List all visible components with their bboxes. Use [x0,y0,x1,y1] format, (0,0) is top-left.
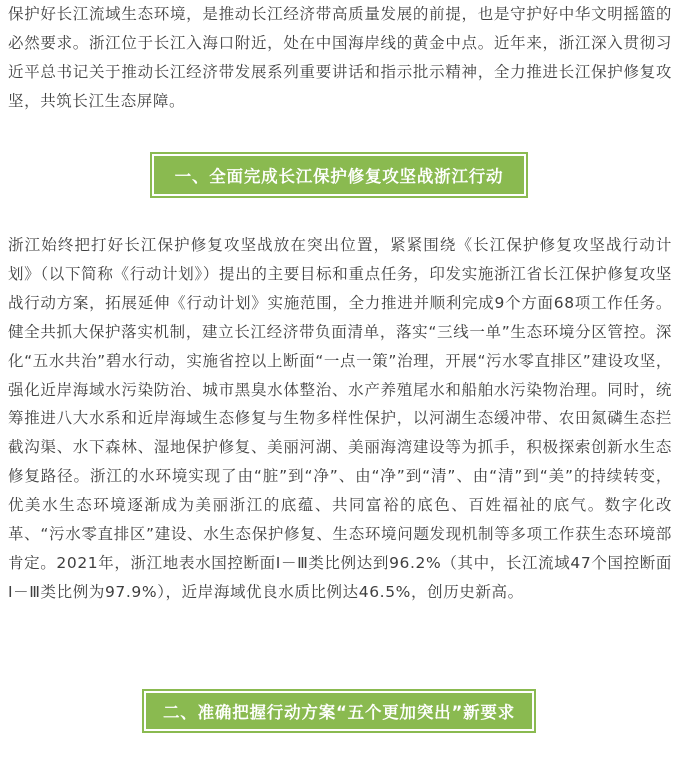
section-1-paragraph: 浙江始终把打好长江保护修复攻坚战放在突出位置，紧紧围绕《长江保护修复攻坚战行动计划》（以下简称《行动计划》）提出的主要目标和重点任务，印发实施浙江省长江保护修复攻坚战行动方案，拓展延伸《行动计划》实施范围，全力推进并顺利完成9个方面68项工作任务。健全共抓大保护落实机制，建立长江经济带负面清单，落实“三线一单”生态环境分区管控。深化“五水共治”碧水行动，实施省控以上断面“一点一策”治理，开展“污水零直排区”建设攻坚，强化近岸海域水污染防治、城市黑臭水体整治、水产养殖尾水和船舶水污染物治理。同时，统筹推进八大水系和近岸海域生态修复与生物多样性保护，以河湖生态缓冲带、农田氮磷生态拦截沟渠、水下森林、湿地保护修复、美丽河湖、美丽海湾建设等为抓手，积极探索创新水生态修复路径。浙江的水环境实现了由“脏”到“净”、由“净”到“清”、由“清”到“美”的持续转变，优美水生态环境逐渐成为美丽浙江的底蕴、共同富裕的底色、百姓福祉的底气。数字化改革、“污水零直排区”建设、水生态保护修复、生态环境问题发现机制等多项工作获生态环境部肯定。2021年，浙江地表水国控断面Ⅰ－Ⅲ类比例达到96.2%（其中，长江流域47个国控断面Ⅰ－Ⅲ类比例为97.9%），近岸海域优良水质比例达46.5%，创历史新高。 [8,236,672,601]
intro-paragraph: 保护好长江流域生态环境，是推动长江经济带高质量发展的前提，也是守护好中华文明摇篮的必然要求。浙江位于长江入海口附近，处在中国海岸线的黄金中点。近年来，浙江深入贯彻习近平总书记关于推动长江经济带发展系列重要讲话和指示批示精神，全力推进长江保护修复攻坚，共筑长江生态屏障。 [8,5,672,110]
section-2-heading-box [142,689,536,733]
section-2-heading: 二、准确把握行动方案“五个更加突出”新要求 [146,693,532,729]
section-1-heading: 一、全面完成长江保护修复攻坚战浙江行动 [154,156,524,194]
section-1-heading-box [150,152,528,198]
